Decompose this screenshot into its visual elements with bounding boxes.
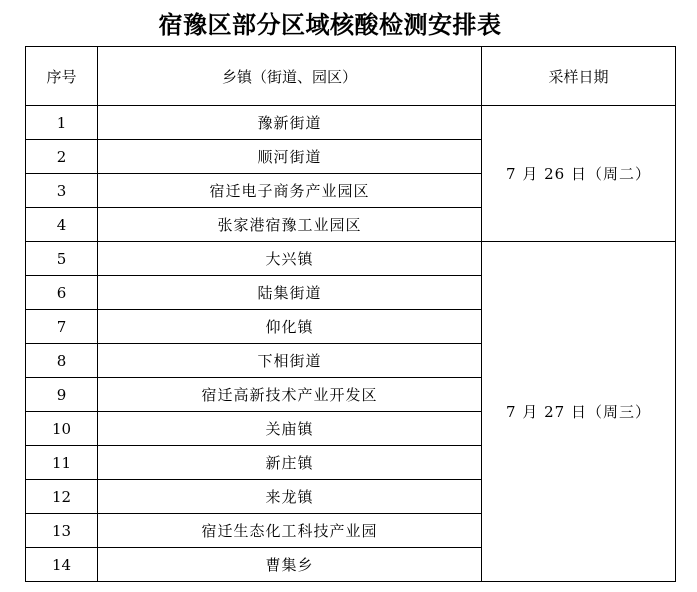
row-town: 关庙镇 — [98, 412, 482, 446]
row-index: 4 — [26, 208, 98, 242]
row-index: 2 — [26, 140, 98, 174]
table-body — [26, 106, 676, 582]
row-town: 曹集乡 — [98, 548, 482, 582]
row-town: 宿迁电子商务产业园区 — [98, 174, 482, 208]
row-town: 大兴镇 — [98, 242, 482, 276]
row-index: 7 — [26, 310, 98, 344]
row-index: 8 — [26, 344, 98, 378]
row-town: 宿迁生态化工科技产业园 — [98, 514, 482, 548]
row-town: 来龙镇 — [98, 480, 482, 514]
row-town: 陆集街道 — [98, 276, 482, 310]
sampling-date: 7 月 27 日（周三） — [482, 242, 676, 582]
row-index: 9 — [26, 378, 98, 412]
row-town: 豫新街道 — [98, 106, 482, 140]
row-index: 3 — [26, 174, 98, 208]
row-town: 新庄镇 — [98, 446, 482, 480]
row-index: 1 — [26, 106, 98, 140]
row-index: 13 — [26, 514, 98, 548]
header-index: 序号 — [26, 47, 98, 106]
row-index: 12 — [26, 480, 98, 514]
row-index: 14 — [26, 548, 98, 582]
schedule-table — [25, 46, 676, 582]
row-town: 宿迁高新技术产业开发区 — [98, 378, 482, 412]
row-town: 仰化镇 — [98, 310, 482, 344]
row-town: 顺河街道 — [98, 140, 482, 174]
row-town: 下相街道 — [98, 344, 482, 378]
row-index: 6 — [26, 276, 98, 310]
table-row — [26, 242, 676, 276]
row-index: 5 — [26, 242, 98, 276]
header-date: 采样日期 — [482, 47, 676, 106]
header-town: 乡镇（街道、园区） — [98, 47, 482, 106]
row-town: 张家港宿豫工业园区 — [98, 208, 482, 242]
table-row — [26, 106, 676, 140]
row-index: 10 — [26, 412, 98, 446]
document-title: 宿豫区部分区域核酸检测安排表 — [158, 11, 502, 39]
table-header-row — [26, 47, 676, 106]
row-index: 11 — [26, 446, 98, 480]
sampling-date: 7 月 26 日（周二） — [482, 106, 676, 242]
